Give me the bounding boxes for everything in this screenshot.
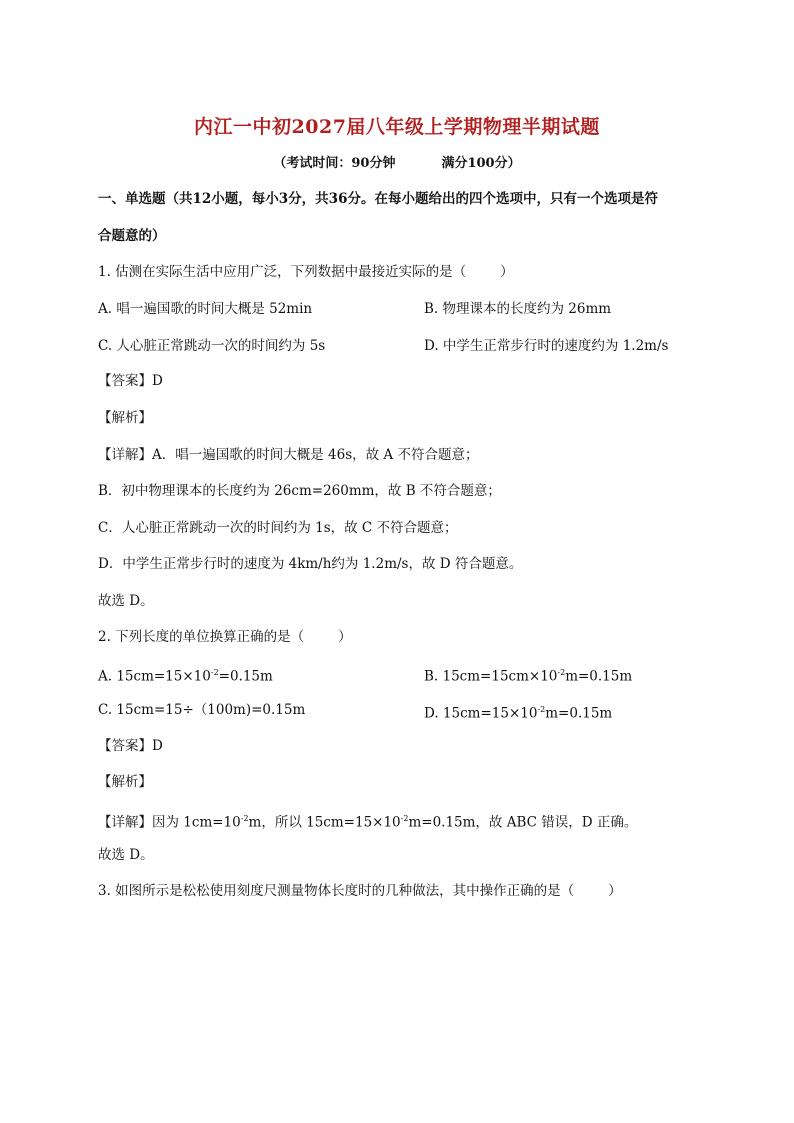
question-1-answer: 【答案】D (98, 373, 163, 389)
question-1-option-d: D. 中学生正常步行时的速度约为 1.2m/s (424, 338, 669, 354)
question-1-option-c: C. 人心脏正常跳动一次的时间约为 5s (98, 338, 326, 354)
question-2-option-d: D. $15cm=15\times 10^{-2}m=0.15m$ (424, 705, 613, 722)
question-3-stem: 3. 如图所示是松松使用刻度尺测量物体长度时的几种做法，其中操作正确的是（ ） (98, 883, 622, 899)
section-heading-line2: 合题意的） (98, 228, 166, 244)
full-score: 满分100分） (441, 156, 521, 171)
question-2-answer: 【答案】D (98, 738, 163, 754)
question-1-option-b: B. 物理课本的长度约为 26mm (424, 301, 612, 317)
question-1-stem: 1. 估测在实际生活中应用广泛，下列数据中最接近实际的是（ ） (98, 264, 514, 280)
question-2-option-a: A. $15cm=15\times 10^{-2}=0.15m$ (98, 668, 273, 685)
question-2-detail: 【详解】因为 $1cm=10^{-2}m$，所以 $15cm=15\times 10^{-2}m=0.15m$，故 ABC 错误，D 正确。 (98, 814, 638, 831)
exam-info (0, 152, 794, 171)
exam-time: （考试时间：90分钟 (273, 156, 396, 171)
question-2-option-c: C. 15cm=15÷（100m)=0.15m (98, 702, 306, 718)
page-title: 内江一中初2027届八年级上学期物理半期试题 (194, 116, 600, 138)
question-1-detail-a: 【详解】A．唱一遍国歌的时间大概是 46s，故 A 不符合题意； (98, 447, 479, 463)
question-1-detail-d: D．中学生正常步行时的速度为 4km/h约为 1.2m/s，故 D 符合题意。 (98, 556, 523, 572)
question-1-conclusion: 故选 D。 (98, 593, 154, 609)
question-2-analysis-label: 【解析】 (98, 774, 152, 790)
question-2-option-b: B. $15cm=15cm\times 10^{-2}m=0.15m$ (424, 668, 633, 685)
question-1-analysis-label: 【解析】 (98, 410, 152, 426)
question-1-detail-b: B．初中物理课本的长度约为 26cm=260mm，故 B 不符合题意； (98, 483, 501, 499)
question-1-option-a: A. 唱一遍国歌的时间大概是 52min (98, 301, 313, 317)
section-heading-line1: 一、单选题（共12小题，每小3分，共36分。在每小题给出的四个选项中，只有一个选项是符 (98, 191, 658, 207)
question-2-conclusion: 故选 D。 (98, 847, 154, 863)
question-2-stem: 2. 下列长度的单位换算正确的是（ ） (98, 629, 352, 645)
question-1-detail-c: C．人心脏正常跳动一次的时间约为 1s，故 C 不符合题意； (98, 520, 458, 536)
